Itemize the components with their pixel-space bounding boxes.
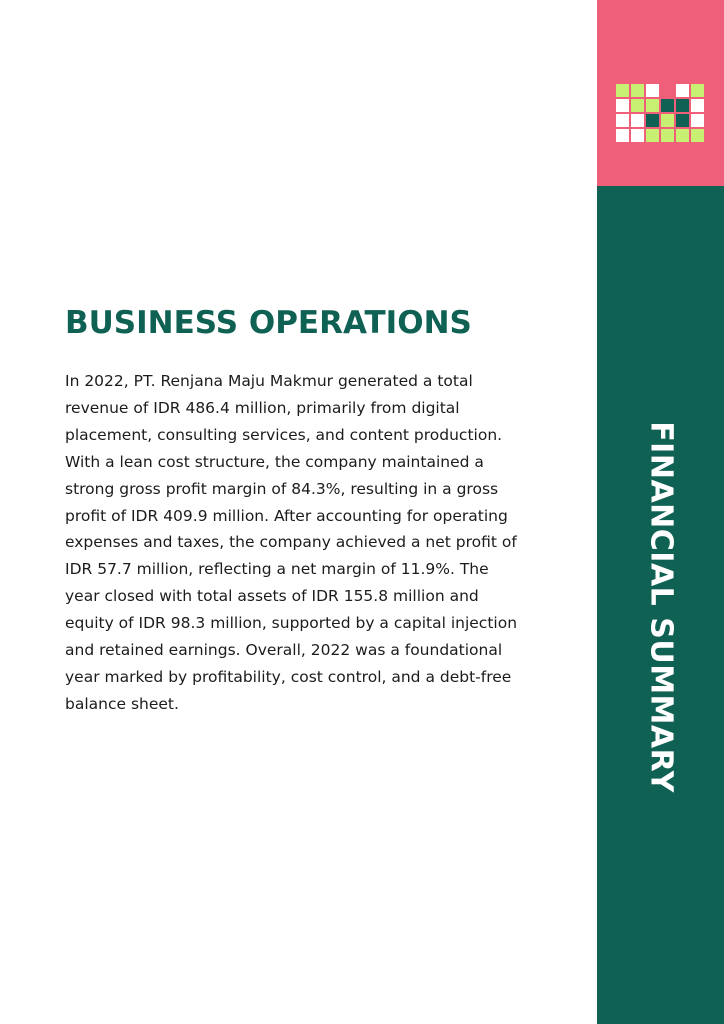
pixel-bar-chart-icon (616, 84, 706, 144)
sidebar-vertical-title: FINANCIAL SUMMARY (643, 421, 679, 793)
body-paragraph: In 2022, PT. Renjana Maju Makmur generated a total revenue of IDR 486.4 million, primarily from digital placement, consulting services, and content production. With a lean cost structure, the company maintained a strong gross profit margin of 84.3%, resulting in a gross profit of IDR 409.9 million. After accounting for operating expenses and taxes, the company achieved a net profit of IDR 57.7 million, reflecting a net margin of 11.9%. The year closed with total assets of IDR 155.8 million and equity of IDR 98.3 million, supported by a capital injection and retained earnings. Overall, 2022 was a foundational year marked by profitability, cost control, and a debt-free balance sheet. (65, 372, 518, 713)
page-title: BUSINESS OPERATIONS (65, 305, 472, 341)
main-content (65, 302, 535, 718)
sidebar-header-block (597, 0, 724, 186)
